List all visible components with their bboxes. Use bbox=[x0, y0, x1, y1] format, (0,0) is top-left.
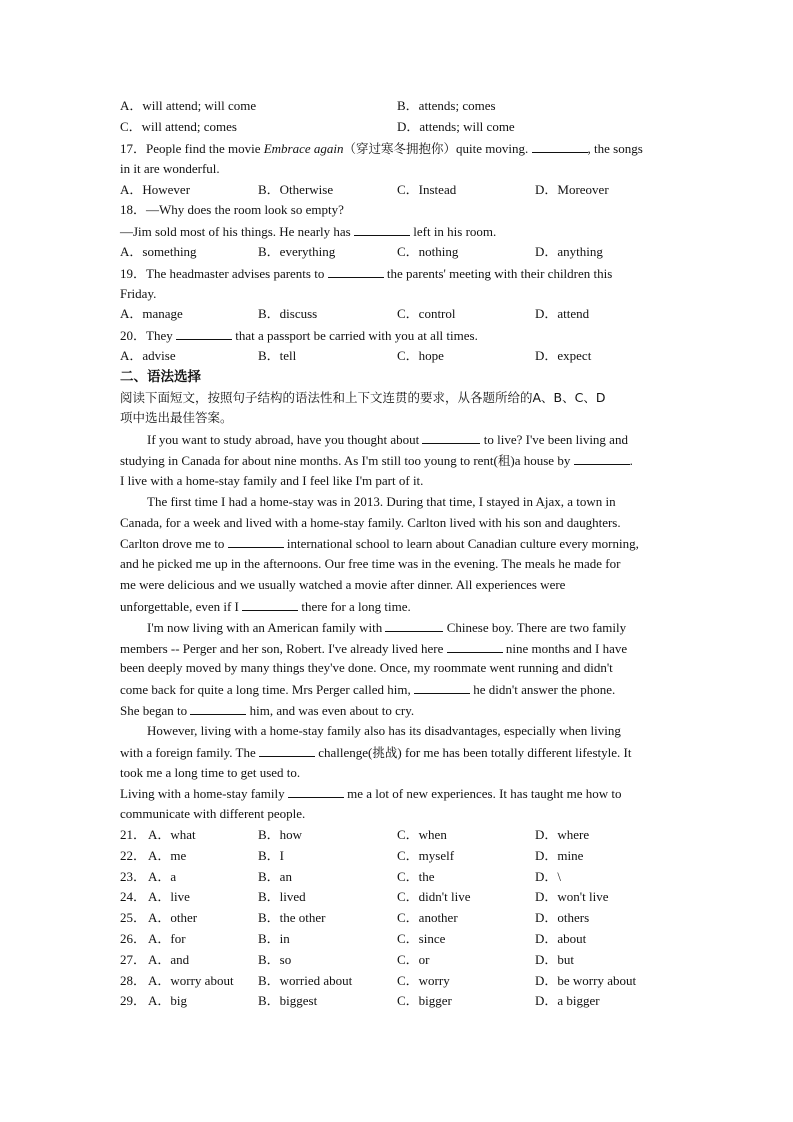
q20-question bbox=[120, 327, 478, 344]
section-instructions-line1: 阅读下面短文，按照句子结构的语法性和上下文连贯的要求，从各题所给的A、B、C、D bbox=[120, 390, 606, 405]
passage-p4-line1: However, living with a home-stay family also has its disadvantages, especially when living bbox=[147, 723, 621, 738]
q24-option-d: D．won't live bbox=[535, 889, 609, 904]
q16-option-b: B．attends; comes bbox=[397, 98, 496, 113]
q28-option-b: B．worried about bbox=[258, 973, 353, 988]
q25-option-d: D．others bbox=[535, 910, 590, 925]
passage-p5-line1 bbox=[120, 785, 622, 802]
q20-text-post: that a passport be carried with you at all times. bbox=[231, 328, 478, 343]
passage-text: ) for me has been totally different lifestyle. It bbox=[397, 745, 632, 760]
passage-p3-line3: been deeply moved by many things they've done. Once, my roommate went running and didn't bbox=[120, 660, 613, 675]
q25-option-a: A．other bbox=[148, 910, 198, 925]
q17-text-mid: quite moving. bbox=[456, 141, 532, 156]
passage-p1-line1 bbox=[147, 431, 628, 448]
q23-num: 23． bbox=[120, 869, 147, 884]
q25-num: 25． bbox=[120, 910, 147, 925]
q21-num: 21． bbox=[120, 827, 147, 842]
q22-option-a: A．me bbox=[148, 848, 187, 863]
passage-p2-line2: Canada, for a week and lived with a home-stay family. Carlton lived with his son and daughters. bbox=[120, 515, 621, 530]
q17-text-post: , the songs bbox=[587, 141, 643, 156]
passage-text: Chinese boy. There are two family bbox=[443, 620, 627, 635]
q21-option-c: C．when bbox=[397, 827, 447, 842]
q17-text-pre: People find the movie bbox=[146, 141, 264, 156]
q26-num: 26． bbox=[120, 931, 147, 946]
answer-blank bbox=[532, 140, 588, 153]
passage-text: Carlton drove me to bbox=[120, 536, 228, 551]
q16-option-d: D．attends; will come bbox=[397, 119, 515, 134]
q22-option-c: C．myself bbox=[397, 848, 455, 863]
blank-23 bbox=[228, 535, 284, 548]
q21-option-a: A．what bbox=[148, 827, 196, 842]
passage-text: international school to learn about Canadian culture every morning, bbox=[283, 536, 639, 551]
passage-text: nine months and I have bbox=[502, 641, 628, 656]
passage-p3-line1 bbox=[147, 619, 626, 636]
passage-text-cn: 租 bbox=[497, 453, 511, 468]
q29-option-c: C．bigger bbox=[397, 993, 452, 1008]
q21-option-b: B．how bbox=[258, 827, 303, 842]
blank-22 bbox=[574, 452, 630, 465]
q24-num: 24． bbox=[120, 889, 147, 904]
passage-p4-line2 bbox=[120, 744, 631, 761]
passage-p4-line3: took me a long time to get used to. bbox=[120, 765, 301, 780]
q29-option-b: B．biggest bbox=[258, 993, 318, 1008]
section-instructions-line2: 项中选出最佳答案。 bbox=[120, 410, 233, 425]
movie-title: Embrace again bbox=[263, 141, 344, 156]
answer-blank bbox=[328, 265, 384, 278]
q17-question bbox=[120, 140, 643, 157]
q18-answer-post: left in his room. bbox=[410, 224, 497, 239]
q19-question-cont: Friday. bbox=[120, 286, 157, 301]
passage-text: challenge( bbox=[315, 745, 373, 760]
passage-text: members -- Perger and her son, Robert. I've already lived here bbox=[120, 641, 447, 656]
q17-number: 17． bbox=[120, 141, 147, 156]
q20-text-pre: They bbox=[146, 328, 176, 343]
passage-text: )a house by bbox=[510, 453, 574, 468]
q19-text-post: the parents' meeting with their children this bbox=[383, 266, 613, 281]
q19-text-pre: The headmaster advises parents to bbox=[146, 266, 328, 281]
blank-27 bbox=[414, 681, 470, 694]
passage-p3-line2 bbox=[120, 640, 627, 657]
q18-answer-line bbox=[120, 223, 496, 240]
blank-24 bbox=[242, 598, 298, 611]
q17-option-c: C．Instead bbox=[397, 182, 457, 197]
q23-option-b: B．an bbox=[258, 869, 292, 884]
blank-28 bbox=[190, 702, 246, 715]
q16-option-c: C．will attend; comes bbox=[120, 119, 237, 134]
q20-option-c: C．hope bbox=[397, 348, 444, 363]
q26-option-d: D．about bbox=[535, 931, 587, 946]
q26-option-c: C．since bbox=[397, 931, 446, 946]
passage-text: studying in Canada for about nine months. As I'm still too young to rent( bbox=[120, 453, 498, 468]
q19-option-b: B．discuss bbox=[258, 306, 318, 321]
passage-text: there for a long time. bbox=[298, 599, 411, 614]
q22-option-b: B．I bbox=[258, 848, 285, 863]
answer-blank bbox=[354, 223, 410, 236]
q18-option-d: D．anything bbox=[535, 244, 603, 259]
passage-p2-line4: and he picked me up in the afternoons. Our free time was in the evening. The meals he made for bbox=[120, 556, 621, 571]
q23-option-a: A．a bbox=[148, 869, 177, 884]
q28-option-a: A．worry about bbox=[148, 973, 234, 988]
q26-option-b: B．in bbox=[258, 931, 290, 946]
q24-option-c: C．didn't live bbox=[397, 889, 471, 904]
q27-option-a: A．and bbox=[148, 952, 190, 967]
q20-option-d: D．expect bbox=[535, 348, 592, 363]
q29-option-a: A．big bbox=[148, 993, 188, 1008]
q29-option-d: D．a bigger bbox=[535, 993, 600, 1008]
q23-option-c: C．the bbox=[397, 869, 435, 884]
blank-26 bbox=[447, 640, 503, 653]
q22-num: 22． bbox=[120, 848, 147, 863]
passage-text: me a lot of new experiences. It has taught me how to bbox=[343, 786, 622, 801]
passage-text: with a foreign family. The bbox=[120, 745, 259, 760]
q19-number: 19． bbox=[120, 266, 147, 281]
q18-answer-pre: —Jim sold most of his things. He nearly has bbox=[120, 224, 354, 239]
q25-option-c: C．another bbox=[397, 910, 458, 925]
blank-25 bbox=[385, 619, 443, 632]
q19-option-c: C．control bbox=[397, 306, 456, 321]
passage-text: come back for quite a long time. Mrs Perger called him, bbox=[120, 682, 414, 697]
q20-option-a: A．advise bbox=[120, 348, 176, 363]
q24-option-a: A．live bbox=[148, 889, 190, 904]
passage-text: I'm now living with an American family with bbox=[147, 620, 386, 635]
passage-text: to live? I've been living and bbox=[480, 432, 628, 447]
q27-num: 27． bbox=[120, 952, 147, 967]
q18-option-a: A．something bbox=[120, 244, 197, 259]
q28-option-d: D．be worry about bbox=[535, 973, 637, 988]
q17-question-cont: in it are wonderful. bbox=[120, 161, 220, 176]
q18-question-text: —Why does the room look so empty? bbox=[146, 202, 344, 217]
q29-num: 29． bbox=[120, 993, 147, 1008]
q27-option-b: B．so bbox=[258, 952, 292, 967]
passage-text: him, and was even about to cry. bbox=[246, 703, 415, 718]
q16-option-a: A．will attend; will come bbox=[120, 98, 257, 113]
q19-option-d: D．attend bbox=[535, 306, 590, 321]
q28-option-c: C．worry bbox=[397, 973, 450, 988]
q17-option-b: B．Otherwise bbox=[258, 182, 334, 197]
section-heading: 二、语法选择 bbox=[120, 369, 201, 385]
passage-p2-line5: me were delicious and we usually watched a movie after dinner. All experiences were bbox=[120, 577, 566, 592]
blank-21 bbox=[422, 431, 480, 444]
blank-30 bbox=[288, 785, 344, 798]
passage-p2-line6 bbox=[120, 598, 411, 615]
passage-p1-line2 bbox=[120, 452, 633, 469]
q19-question bbox=[120, 265, 612, 282]
q18-option-c: C．nothing bbox=[397, 244, 459, 259]
blank-29 bbox=[259, 744, 315, 757]
passage-text: he didn't answer the phone. bbox=[469, 682, 616, 697]
q18-number: 18． bbox=[120, 202, 147, 217]
q25-option-b: B．the other bbox=[258, 910, 326, 925]
passage-text: She began to bbox=[120, 703, 191, 718]
passage-text: If you want to study abroad, have you thought about bbox=[147, 432, 423, 447]
q27-option-d: D．but bbox=[535, 952, 575, 967]
q18-option-b: B．everything bbox=[258, 244, 336, 259]
movie-title-cn: （穿过寒冬拥抱你） bbox=[343, 141, 457, 156]
q17-option-d: D．Moreover bbox=[535, 182, 609, 197]
passage-p5-line2: communicate with different people. bbox=[120, 806, 306, 821]
q18-question bbox=[120, 202, 344, 218]
q26-option-a: A．for bbox=[148, 931, 186, 946]
passage-text: unforgettable, even if I bbox=[120, 599, 243, 614]
passage-text: Living with a home-stay family bbox=[120, 786, 288, 801]
q19-option-a: A．manage bbox=[120, 306, 183, 321]
q24-option-b: B．lived bbox=[258, 889, 306, 904]
q22-option-d: D．mine bbox=[535, 848, 584, 863]
passage-p3-line5 bbox=[120, 702, 414, 719]
q28-num: 28． bbox=[120, 973, 147, 988]
passage-p3-line4 bbox=[120, 681, 615, 698]
passage-p2-line1: The first time I had a home-stay was in 2013. During that time, I stayed in Ajax, a town in bbox=[147, 494, 616, 509]
passage-text: . bbox=[629, 453, 633, 468]
passage-p2-line3 bbox=[120, 535, 639, 552]
q20-option-b: B．tell bbox=[258, 348, 297, 363]
q27-option-c: C．or bbox=[397, 952, 430, 967]
q21-option-d: D．where bbox=[535, 827, 590, 842]
answer-blank bbox=[176, 327, 232, 340]
passage-text-cn: 挑战 bbox=[372, 745, 398, 760]
q20-number: 20． bbox=[120, 328, 147, 343]
passage-p1-line3: I live with a home-stay family and I feel like I'm part of it. bbox=[120, 473, 424, 488]
q23-option-d: D．\ bbox=[535, 869, 562, 884]
q17-option-a: A．However bbox=[120, 182, 191, 197]
